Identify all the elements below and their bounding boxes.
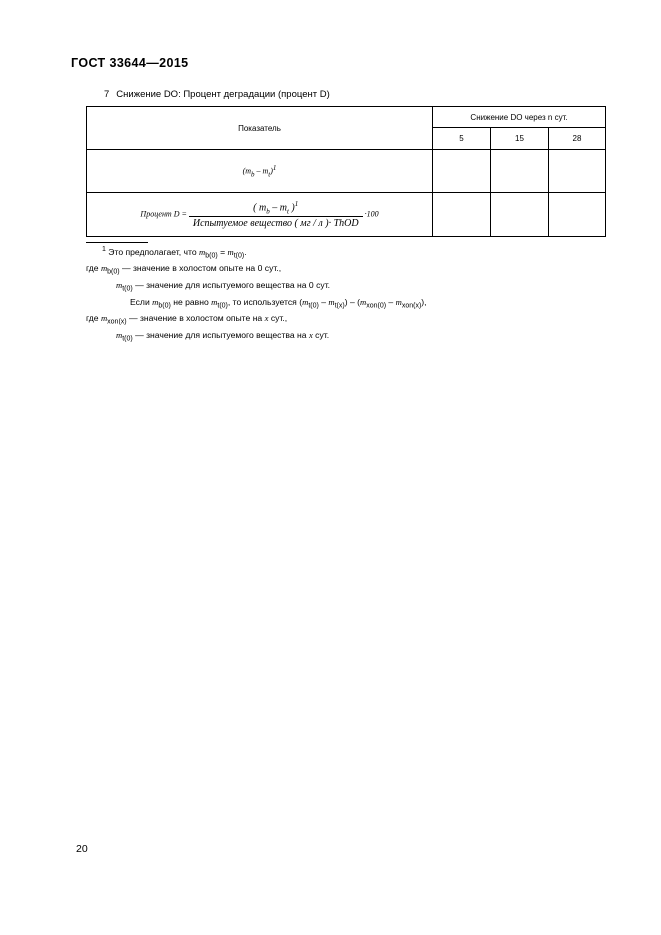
footnote-text: — значение для испытуемого вещества на 0 сут. [135,279,331,290]
footnote-line-4 [86,296,606,313]
symbol-m-sub: t(0) [122,285,133,293]
formula-suffix: ·100 [364,209,379,219]
footnote-text: сут. [315,329,330,340]
symbol-m-sub: b(0) [205,252,218,260]
symbol-m: m [328,296,335,307]
row-label-percent-d [87,193,433,237]
symbol-m-sub: t(x) [334,302,345,310]
fraction-denominator: Испытуемое вещество ( мг / л )· ThOD [192,218,359,230]
symbol-m-sub: xon(x) [401,302,422,310]
symbol-m-sub: xon(x) [107,318,127,326]
symbol-m: m [359,296,367,307]
row-label-difference [87,150,433,193]
symbol-m: m [211,296,218,307]
symbol-m: m [199,246,206,257]
column-header-day-5: 5 [433,128,491,150]
footnote-text: сут., [270,313,288,324]
footnote-text: Это предполагает, что [108,246,197,257]
numerator-part2: – m [269,202,287,214]
cell-value-day28-row2[interactable] [549,193,606,237]
column-header-indicator: Показатель [87,107,433,150]
column-header-group: Снижение DO через n сут. [433,107,606,128]
symbol-m-sub: b(0) [107,269,120,277]
symbol-m-sub: t(0) [233,252,245,260]
column-header-day-28: 28 [549,128,606,150]
footnote-marker: 1 [272,163,277,172]
footnote-prefix: где [86,263,99,274]
footnotes-block [86,245,606,345]
symbol-m: m [152,296,159,307]
cell-value-day5-row1[interactable] [433,150,491,193]
page-number: 20 [76,843,88,855]
symbol-mb: m [245,166,252,176]
paren-open: ( [242,166,246,176]
footnote-marker: 1 [102,246,106,253]
formula-prefix: Процент D = [140,209,187,219]
numerator-sub1: b [266,207,270,216]
minus-sign: – [318,296,329,307]
footnote-text: — значение для испытуемого вещества на [135,329,307,340]
footnote-line-5 [86,312,606,329]
numerator-sup: 1 [294,199,299,208]
cell-value-day15-row2[interactable] [491,193,549,237]
numerator-sub2: t [286,207,289,216]
symbol-mt-sub: t [268,170,271,179]
footnote-separator [86,242,148,243]
numerator-part3: ) [288,202,295,214]
footnote-text: — значение в холостом опыте на 0 сут., [122,263,282,274]
minus-sign: – [254,166,263,176]
fraction [189,200,363,229]
symbol-m: m [100,263,108,274]
symbol-m-sub: t(0) [308,302,319,310]
symbol-m-sub: t(0) [217,302,228,310]
document-header: ГОСТ 33644—2015 [71,56,189,70]
footnote-text: ) – ( [344,296,360,307]
degradation-table [86,106,606,237]
footnote-text: — значение в холостом опыте на [129,313,263,324]
symbol-m: m [100,313,108,324]
section-title [104,89,330,100]
footnote-text: , то используется ( [227,296,303,307]
fraction-numerator [189,200,363,216]
table-row [87,193,606,237]
symbol-m-sub: t(0) [122,335,133,343]
cell-value-day5-row2[interactable] [433,193,491,237]
footnote-line-1 [86,245,606,262]
footnote-line-2 [86,262,606,279]
equals-sign: = [220,246,226,257]
cell-value-day28-row1[interactable] [549,150,606,193]
section-title-text: Снижение DO: Процент деградации (процент D) [116,89,330,100]
table-row [87,150,606,193]
column-header-day-15: 15 [491,128,549,150]
minus-sign: – [386,296,396,307]
period: . [244,246,247,257]
footnote-prefix: Если [130,296,150,307]
numerator-part1: ( m [253,202,267,214]
symbol-m: m [116,329,123,340]
symbol-m: m [116,279,123,290]
footnote-text: ), [421,296,427,307]
symbol-x: x [308,329,313,340]
cell-value-day15-row1[interactable] [491,150,549,193]
symbol-m: m [302,296,309,307]
footnote-text: не равно [173,296,209,307]
section-number: 7 [104,89,110,100]
paren-close: ) [270,166,273,176]
symbol-mt: m [262,166,269,176]
footnote-prefix: где [86,313,99,324]
footnote-line-3 [86,279,606,296]
symbol-m: m [227,246,234,257]
symbol-m-sub: xon(0) [366,302,387,310]
table-header-row-1 [87,107,606,128]
symbol-mb-sub: b [251,170,255,179]
symbol-m-sub: b(0) [158,302,171,310]
symbol-m: m [395,296,402,307]
footnote-line-6 [86,329,606,346]
symbol-x: x [264,313,269,324]
